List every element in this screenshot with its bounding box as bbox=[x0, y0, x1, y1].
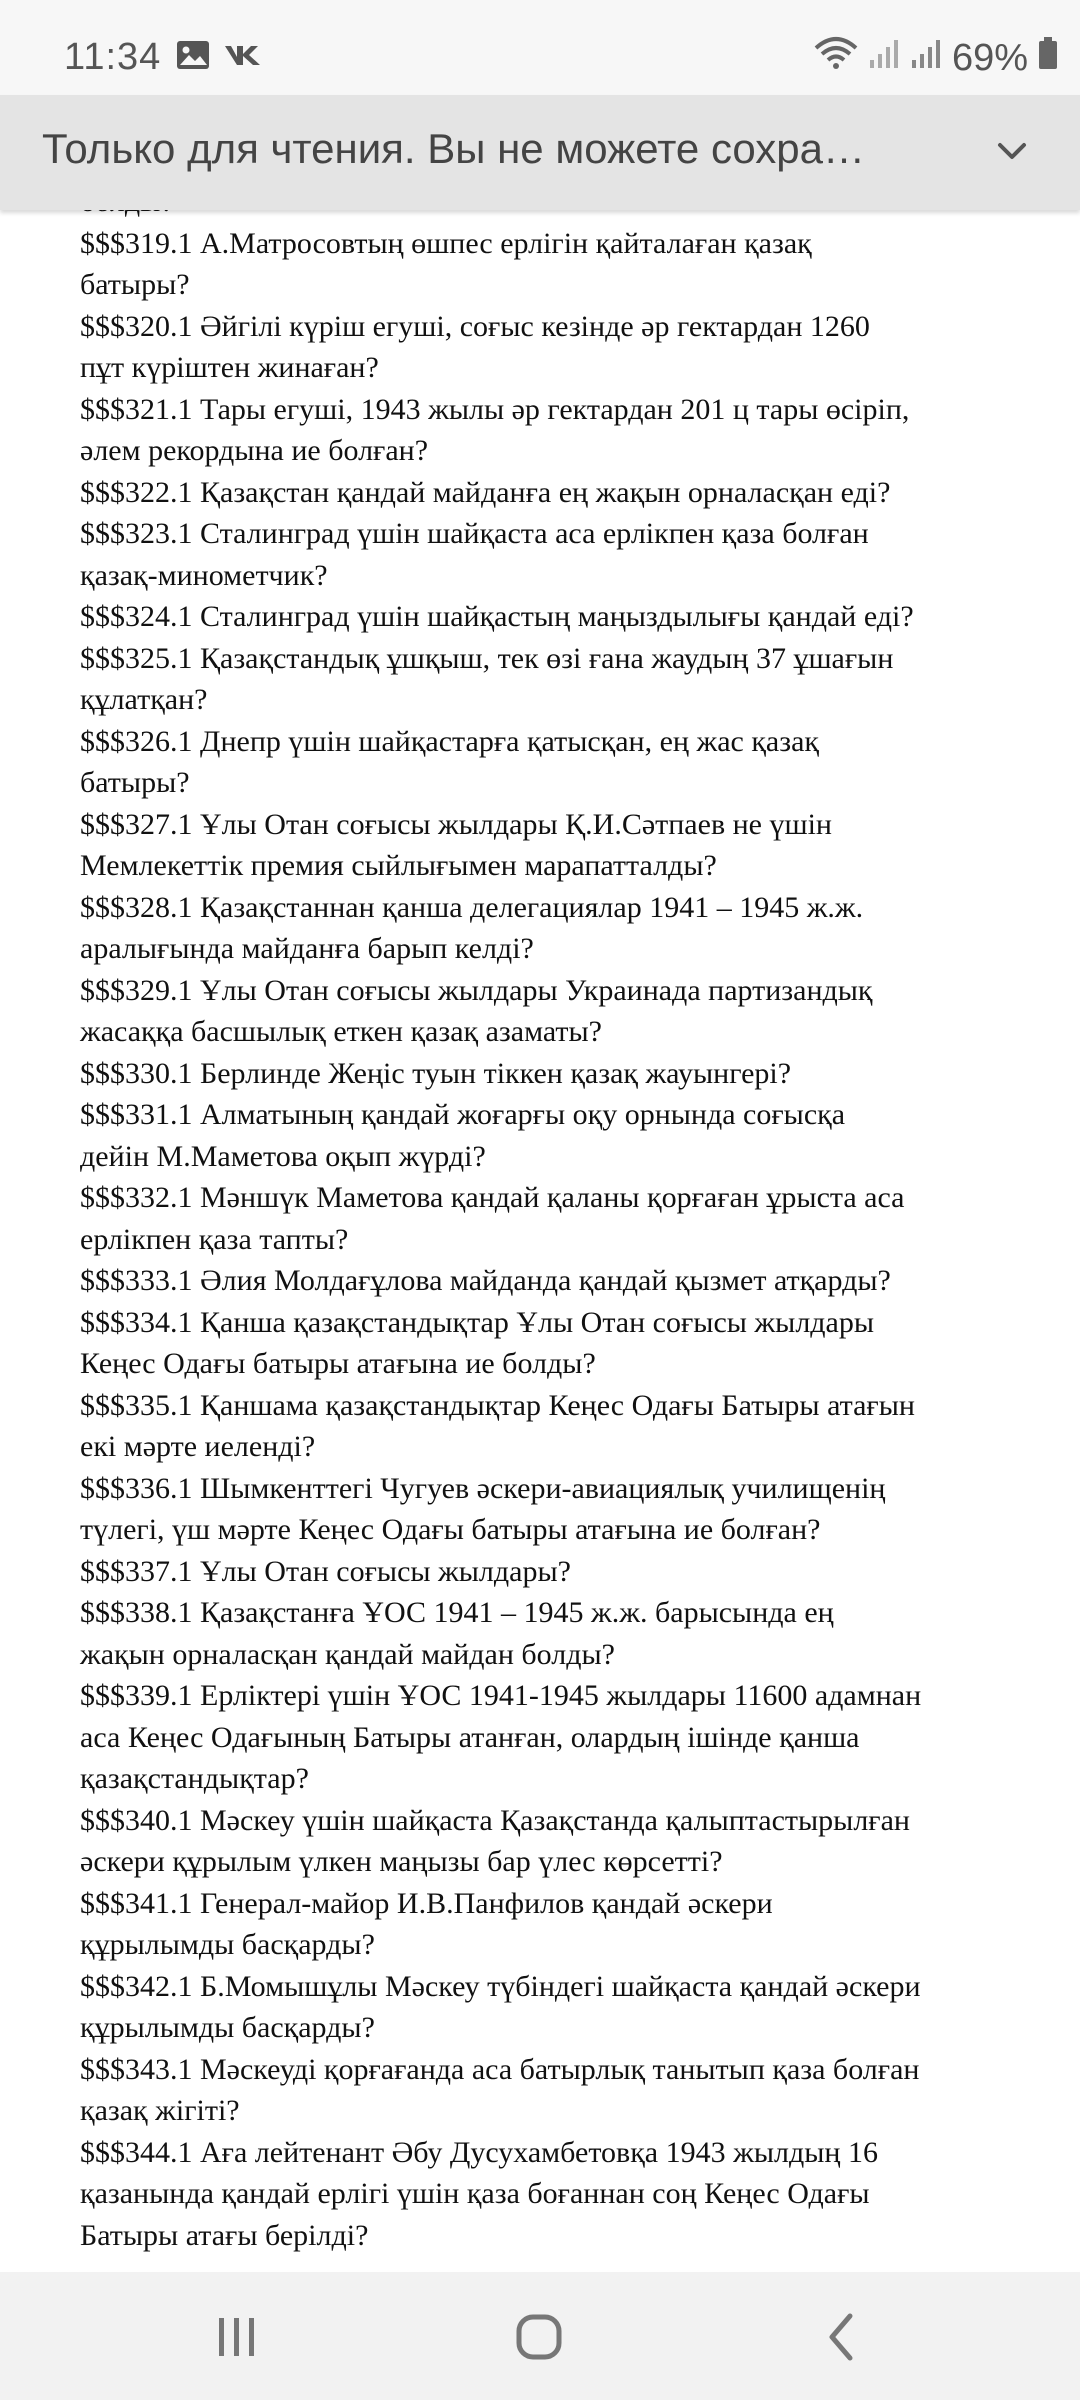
document-line: жасаққа басшылық еткен қазақ азаматы? bbox=[80, 1015, 602, 1048]
document-line: жақын орналасқан қандай майдан болды? bbox=[80, 1637, 615, 1671]
readonly-banner-text: Только для чтения. Вы не можете сохра… bbox=[42, 125, 866, 172]
document-line: $$$331.1 Алматының қандай жоғарғы оқу орнында соғысқа bbox=[80, 1098, 846, 1131]
readonly-banner[interactable] bbox=[0, 95, 1080, 210]
document-line: $$$329.1 Ұлы Отан соғысы жылдары Украинада партизандық bbox=[80, 973, 873, 1007]
document-line: $$$342.1 Б.Момышұлы Мәскеу түбіндегі шайқаста қандай әскери bbox=[80, 1969, 921, 2003]
document-line: $$$332.1 Мәншүк Маметова қандай қаланы қорғаған ұрыста аса bbox=[80, 1181, 905, 1214]
document-text bbox=[80, 181, 1030, 2256]
document-line: әскери құрылым үлкен маңызы бар үлес көрсетті? bbox=[80, 1845, 723, 1878]
battery-icon bbox=[1038, 36, 1058, 80]
document-view[interactable] bbox=[0, 181, 1080, 2272]
status-time: 11:34 bbox=[64, 36, 162, 78]
document-line: қазанында қандай ерлігі үшін қаза боғаннан соң Кеңес Одағы bbox=[80, 2177, 870, 2210]
document-line: батыры? bbox=[80, 268, 190, 301]
document-line: $$$323.1 Сталинград үшін шайқаста аса ерлікпен қаза болған bbox=[80, 517, 869, 550]
vk-icon bbox=[224, 43, 262, 72]
document-line: $$$337.1 Ұлы Отан соғысы жылдары? bbox=[80, 1554, 571, 1588]
navigation-bar bbox=[0, 2272, 1080, 2400]
document-line: Мемлекеттік премия сыйлығымен марапатталды? bbox=[80, 849, 717, 882]
document-line: $$$340.1 Мәскеу үшін шайқаста Қазақстанда қалыптастырылған bbox=[80, 1803, 910, 1837]
document-line: $$$335.1 Қаншама қазақстандықтар Кеңес Одағы Батыры атағын bbox=[80, 1388, 915, 1422]
document-line: $$$319.1 А.Матросовтың өшпес ерлігін қайталаған қазақ bbox=[80, 226, 812, 260]
document-line: құлатқан? bbox=[80, 683, 208, 716]
document-line: $$$341.1 Генерал-майор И.В.Панфилов қандай әскери bbox=[80, 1886, 773, 1920]
document-line: $$$322.1 Қазақстан қандай майданға ең жақын орналасқан еді? bbox=[80, 475, 891, 509]
document-line: әлем рекордына ие болған? bbox=[80, 434, 429, 467]
back-icon[interactable] bbox=[808, 2302, 878, 2372]
document-line: $$$327.1 Ұлы Отан соғысы жылдары Қ.И.Сәтпаев не үшін bbox=[80, 807, 832, 841]
document-line: $$$325.1 Қазақстандық ұшқыш, тек өзі ғана жаудың 37 ұшағын bbox=[80, 641, 894, 675]
document-line: дейін М.Маметова оқып жүрді? bbox=[80, 1139, 486, 1173]
status-bar bbox=[0, 0, 1080, 95]
document-line: $$$330.1 Берлинде Жеңіс туын тіккен қазақ жауынгері? bbox=[80, 1056, 792, 1090]
document-line: пұт күріштен жинаған? bbox=[80, 351, 379, 384]
document-line: $$$324.1 Сталинград үшін шайқастың маңыздылығы қандай еді? bbox=[80, 600, 914, 633]
document-line: түлегі, үш мәрте Кеңес Одағы батыры атағына ие болған? bbox=[80, 1513, 821, 1546]
gallery-icon bbox=[176, 40, 210, 75]
chevron-down-icon[interactable] bbox=[992, 135, 1032, 169]
wifi-icon bbox=[814, 36, 858, 80]
document-line: батыры? bbox=[80, 766, 190, 799]
home-icon[interactable] bbox=[504, 2302, 574, 2372]
document-line: $$$339.1 Ерліктері үшін ҰОС 1941-1945 жылдары 11600 адамнан bbox=[80, 1679, 922, 1712]
document-line: құрылымды басқарды? bbox=[80, 2011, 375, 2044]
document-line: Кеңес Одағы батыры атағына ие болды? bbox=[80, 1347, 596, 1380]
document-line: ерлікпен қаза тапты? bbox=[80, 1222, 349, 1256]
document-line: қазақстандықтар? bbox=[80, 1762, 309, 1795]
battery-percent: 69% bbox=[951, 36, 1028, 79]
document-line: $$$333.1 Әлия Молдағұлова майданда қандай қызмет атқарды? bbox=[80, 1264, 891, 1297]
document-line: $$$336.1 Шымкенттегі Чугуев әскери-авиациялық училищенің bbox=[80, 1471, 886, 1505]
signal-icon bbox=[910, 37, 942, 80]
signal-icon bbox=[868, 37, 900, 80]
document-line: $$$344.1 Аға лейтенант Әбу Дусухамбетовқа 1943 жылдың 16 bbox=[80, 2135, 878, 2169]
document-line: $$$343.1 Мәскеуді қорғағанда аса батырлық танытып қаза болған bbox=[80, 2052, 920, 2086]
recent-apps-icon[interactable] bbox=[202, 2302, 272, 2372]
document-line: $$$334.1 Қанша қазақстандықтар Ұлы Отан соғысы жылдары bbox=[80, 1305, 875, 1339]
document-line: $$$320.1 Әйгілі күріш егуші, соғыс кезінде әр гектардан 1260 bbox=[80, 309, 870, 343]
document-line: $$$321.1 Тары егуші, 1943 жылы әр гектардан 201 ц тары өсіріп, bbox=[80, 392, 910, 426]
document-line: екі мәрте иеленді? bbox=[80, 1430, 316, 1463]
document-line: $$$338.1 Қазақстанға ҰОС 1941 – 1945 ж.ж. барысында ең bbox=[80, 1596, 834, 1629]
document-line: $$$328.1 Қазақстаннан қанша делегациялар 1941 – 1945 ж.ж. bbox=[80, 890, 864, 924]
document-line: қазақ-минометчик? bbox=[80, 558, 328, 592]
document-line: қазақ жігіті? bbox=[80, 2094, 240, 2127]
document-line: құрылымды басқарды? bbox=[80, 1928, 375, 1961]
document-line: $$$326.1 Днепр үшін шайқастарға қатысқан, ең жас қазақ bbox=[80, 724, 819, 758]
document-line: аса Кеңес Одағының Батыры атанған, олардың ішінде қанша bbox=[80, 1720, 860, 1754]
document-line: Батыры атағы берілді? bbox=[80, 2218, 369, 2252]
document-line: аралығында майданға барып келді? bbox=[80, 932, 534, 965]
